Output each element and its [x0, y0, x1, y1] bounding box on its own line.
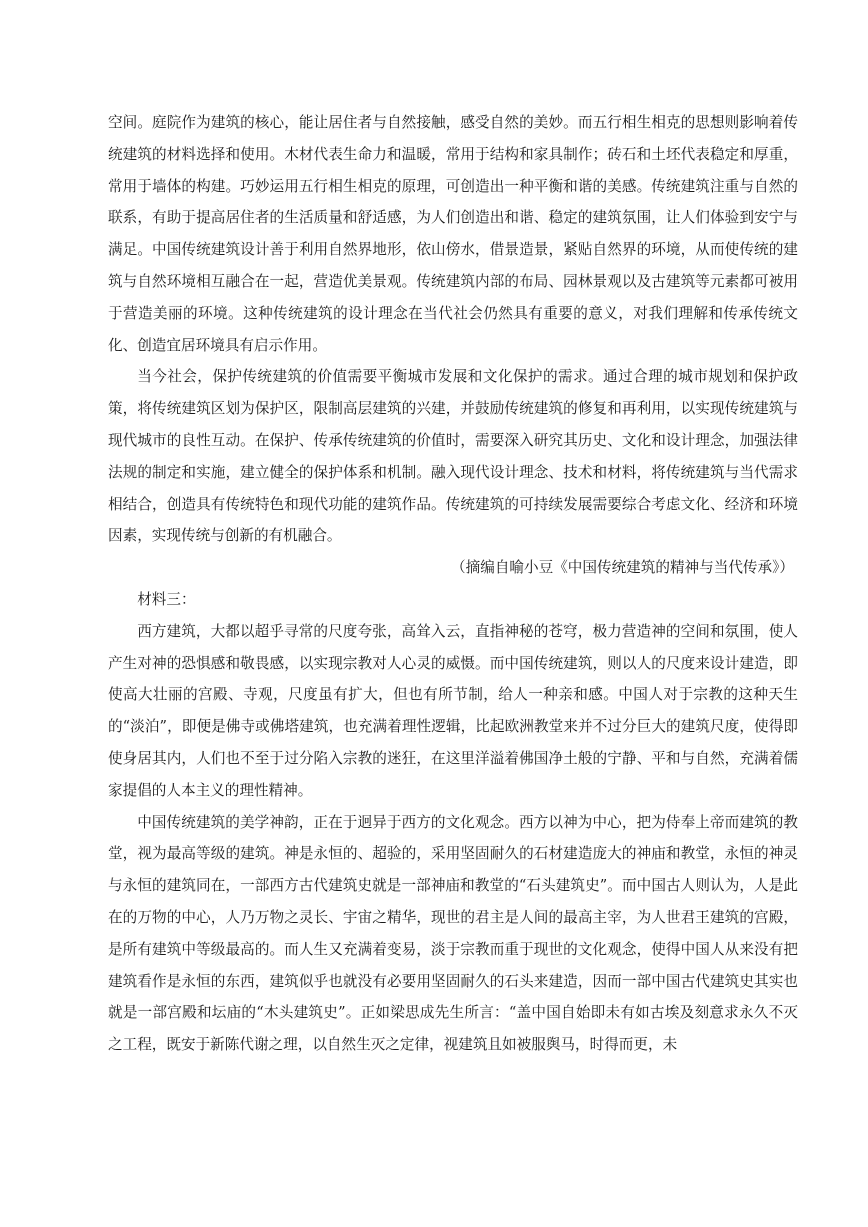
- material-three-label: 材料三：: [137, 590, 196, 608]
- paragraph: 中国传统建筑的美学神韵，正在于迥异于西方的文化观念。西方以神为中心，把为侍奉上帝而建筑的教堂，视为最高等级的建筑。神是永恒的、超验的，采用坚固耐久的石材建造庞大的神庙和教堂，永恒的神灵与永恒的建筑同在，一部西方古代建筑史就是一部神庙和教堂的“石头建筑史”。而中国古人则认为，人是此在的万物的中心，人乃万物之灵长、宇宙之精华，现世的君主是人间的最高主宰，为人世君王建筑的宫殿，是所有建筑中等级最高的。而人生又充满着变易，淡于宗教而重于现世的文化观念，使得中国人从来没有把建筑看作是永恒的东西，建筑似乎也就没有必要用坚固耐久的石头来建造，因而一部中国古代建筑史其实也就是一部宫殿和坛庙的“木头建筑史”。正如梁思成先生所言：“盖中国自始即未有如古埃及刻意求永久不灭之工程，既安于新陈代谢之理，以自然生灭之定律，视建筑且如被服舆马，时得而更，未: [108, 813, 798, 1054]
- document-body: [108, 107, 798, 1061]
- paragraph: 西方建筑，大都以超乎寻常的尺度夸张，高耸入云，直指神秘的苍穹，极力营造神的空间和氛围，使人产生对神的恐惧感和敬畏感，以实现宗教对人心灵的威慑。而中国传统建筑，则以人的尺度来设计建造，即使高大壮丽的宫殿、寺观，尺度虽有扩大，但也有所节制，给人一种亲和感。中国人对于宗教的这种天生的“淡泊”，即便是佛寺或佛塔建筑，也充满着理性逻辑，比起欧洲教堂来并不过分巨大的建筑尺度，使得即使身居其内，人们也不至于过分陷入宗教的迷狂，在这里洋溢着佛国净土般的宁静、平和与自然，充满着儒家提倡的人本主义的理性精神。: [108, 622, 798, 799]
- paragraph: 当今社会，保护传统建筑的价值需要平衡城市发展和文化保护的需求。通过合理的城市规划和保护政策，将传统建筑区划为保护区，限制高层建筑的兴建，并鼓励传统建筑的修复和再利用，以实现传统建筑与现代城市的良性互动。在保护、传承传统建筑的价值时，需要深入研究其历史、文化和设计理念，加强法律法规的制定和实施，建立健全的保护体系和机制。融入现代设计理念、技术和材料，将传统建筑与当代需求相结合，创造具有传统特色和现代功能的建筑作品。传统建筑的可持续发展需要综合考虑文化、经济和环境因素，实现传统与创新的有机融合。: [108, 368, 798, 545]
- source-citation: （摘编自喻小豆《中国传统建筑的精神与当代传承》）: [451, 559, 794, 577]
- paragraph-continued: 空间。庭院作为建筑的核心，能让居住者与自然接触，感受自然的美妙。而五行相生相克的思想则影响着传统建筑的材料选择和使用。木材代表生命力和温暖，常用于结构和家具制作；砖石和土坯代表稳定和厚重，常用于墙体的构建。巧妙运用五行相生相克的原理，可创造出一种平衡和谐的美感。传统建筑注重与自然的联系，有助于提高居住者的生活质量和舒适感，为人们创造出和谐、稳定的建筑氛围，让人们体验到安宁与满足。中国传统建筑设计善于利用自然界地形，依山傍水，借景造景，紧贴自然界的环境，从而使传统的建筑与自然环境相互融合在一起，营造优美景观。传统建筑内部的布局、园林景观以及古建筑等元素都可被用于营造美丽的环境。这种传统建筑的设计理念在当代社会仍然具有重要的意义，对我们理解和传承传统文化、创造宜居环境具有启示作用。: [108, 114, 798, 354]
